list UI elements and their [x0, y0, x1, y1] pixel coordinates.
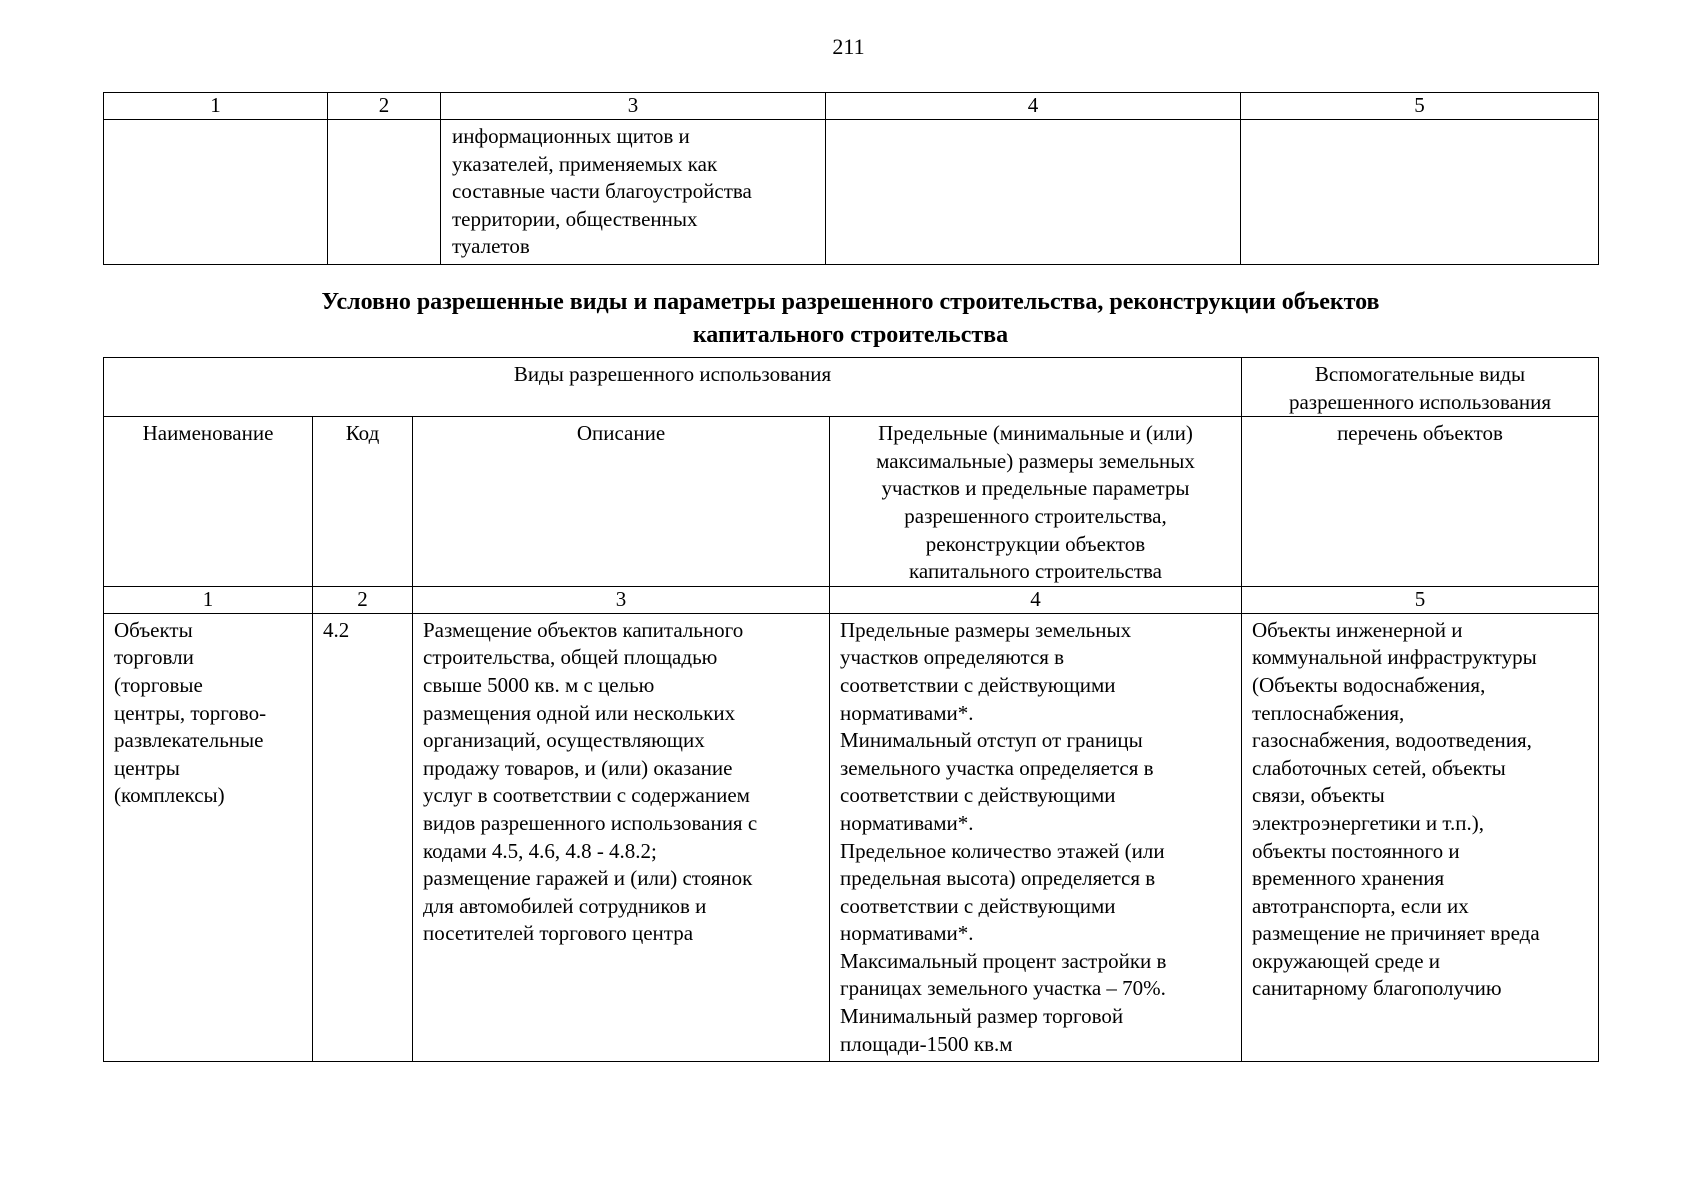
- column-number: 2: [313, 586, 413, 613]
- text-line: составные части благоустройства: [452, 179, 752, 204]
- text-line: строительства, общей площадью: [423, 645, 718, 670]
- text-line: коммунальной инфраструктуры: [1252, 645, 1537, 670]
- text-line: центры, торгово-: [114, 700, 267, 725]
- text-line: Объекты: [114, 617, 193, 642]
- text-line: услуг в соответствии с содержанием: [423, 783, 750, 808]
- header-description: Описание: [413, 417, 830, 587]
- text-line: указателей, применяемых как: [452, 151, 718, 176]
- group-header-permitted-uses: Виды разрешенного использования: [104, 358, 1242, 417]
- text-line: объекты постоянного и: [1252, 838, 1460, 863]
- header-line: Предельные (минимальные и (или): [878, 421, 1193, 446]
- column-number-row: [104, 93, 1599, 120]
- description-cell: [413, 613, 830, 1061]
- text-line: земельного участка определяется в: [840, 755, 1154, 780]
- column-number: 1: [104, 93, 328, 120]
- text-line: организаций, осуществляющих: [423, 728, 705, 753]
- name-cell: [104, 613, 313, 1061]
- header-line: разрешенного использования: [1288, 389, 1552, 414]
- text-line: нормативами*.: [840, 700, 974, 725]
- column-number: 5: [1242, 586, 1599, 613]
- text-line: туалетов: [452, 234, 530, 259]
- text-line: окружающей среде и: [1252, 948, 1441, 973]
- text-line: предельная высота) определяется в: [840, 866, 1156, 891]
- text-line: центры: [114, 755, 180, 780]
- permitted-use-table: [103, 357, 1599, 1062]
- text-line: развлекательные: [114, 728, 264, 753]
- text-line: теплоснабжения,: [1252, 700, 1405, 725]
- header-objects-list: перечень объектов: [1242, 417, 1599, 587]
- text-line: продажу товаров, и (или) оказание: [423, 755, 733, 780]
- text-line: свыше 5000 кв. м с целью: [423, 672, 655, 697]
- text-line: (торговые: [114, 672, 203, 697]
- column-number: 3: [413, 586, 830, 613]
- header-line: Вспомогательные виды: [1314, 362, 1526, 386]
- text-line: Минимальный отступ от границы: [840, 728, 1143, 753]
- text-line: информационных щитов и: [452, 124, 690, 148]
- text-line: временного хранения: [1252, 866, 1445, 891]
- header-line: участков и предельные параметры: [881, 476, 1190, 501]
- text-line: (комплексы): [114, 783, 225, 808]
- text-line: соответствии с действующими: [840, 783, 1116, 808]
- text-line: размещение гаражей и (или) стоянок: [423, 866, 753, 891]
- text-line: (Объекты водоснабжения,: [1252, 672, 1486, 697]
- objects-cell: [1242, 613, 1599, 1061]
- column-number: 4: [830, 586, 1242, 613]
- column-header-row: [104, 417, 1599, 587]
- text-line: площади-1500 кв.м: [840, 1031, 1013, 1056]
- section-heading: [103, 286, 1598, 352]
- text-line: посетителей торгового центра: [423, 921, 694, 946]
- table-row: [104, 613, 1599, 1061]
- group-header-auxiliary-uses: [1242, 358, 1599, 417]
- header-line: капитального строительства: [909, 559, 1162, 584]
- objects-cell: [1241, 120, 1599, 265]
- text-line: Размещение объектов капитального: [423, 617, 744, 642]
- header-line: реконструкции объектов: [925, 531, 1146, 556]
- page-number: 211: [832, 34, 865, 59]
- text-line: торговли: [114, 645, 194, 670]
- limits-cell: [826, 120, 1241, 265]
- text-line: Объекты инженерной и: [1252, 617, 1463, 642]
- code-cell: 4.2: [313, 613, 413, 1061]
- description-cell: [441, 120, 826, 265]
- text-line: Минимальный размер торговой: [840, 1004, 1124, 1029]
- text-line: связи, объекты: [1252, 783, 1385, 808]
- group-header-row: [104, 358, 1599, 417]
- header-code: Код: [313, 417, 413, 587]
- text-line: участков определяются в: [840, 645, 1065, 670]
- text-line: Предельное количество этажей (или: [840, 838, 1165, 863]
- text-line: соответствии с действующими: [840, 672, 1116, 697]
- column-number: 1: [104, 586, 313, 613]
- text-line: Максимальный процент застройки в: [840, 948, 1167, 973]
- text-line: газоснабжения, водоотведения,: [1252, 728, 1532, 753]
- text-line: Предельные размеры земельных: [840, 617, 1132, 642]
- limits-cell: [830, 613, 1242, 1061]
- text-line: размещение не причиняет вреда: [1252, 921, 1540, 946]
- header-name: Наименование: [104, 417, 313, 587]
- name-cell: [104, 120, 328, 265]
- text-line: для автомобилей сотрудников и: [423, 893, 707, 918]
- text-line: автотранспорта, если их: [1252, 893, 1469, 918]
- code-cell: [328, 120, 441, 265]
- text-line: санитарному благополучию: [1252, 976, 1502, 1001]
- text-line: электроэнергетики и т.п.),: [1252, 810, 1484, 835]
- text-line: нормативами*.: [840, 921, 974, 946]
- column-number: 3: [441, 93, 826, 120]
- text-line: нормативами*.: [840, 810, 974, 835]
- text-line: границах земельного участка – 70%.: [840, 976, 1166, 1001]
- column-number-row: [104, 586, 1599, 613]
- header-line: разрешенного строительства,: [904, 503, 1167, 528]
- text-line: соответствии с действующими: [840, 893, 1116, 918]
- continuation-table: [103, 92, 1599, 265]
- header-line: максимальные) размеры земельных: [876, 448, 1195, 473]
- heading-line: капитального строительства: [692, 322, 1009, 348]
- column-number: 4: [826, 93, 1241, 120]
- column-number: 5: [1241, 93, 1599, 120]
- text-line: размещения одной или нескольких: [423, 700, 736, 725]
- header-limits: [830, 417, 1242, 587]
- table-row: [104, 120, 1599, 265]
- text-line: видов разрешенного использования с: [423, 810, 758, 835]
- text-line: кодами 4.5, 4.6, 4.8 - 4.8.2;: [423, 838, 657, 863]
- text-line: территории, общественных: [452, 206, 698, 231]
- column-number: 2: [328, 93, 441, 120]
- heading-line: Условно разрешенные виды и параметры разрешенного строительства, реконструкции объектов: [321, 289, 1380, 315]
- text-line: слаботочных сетей, объекты: [1252, 755, 1506, 780]
